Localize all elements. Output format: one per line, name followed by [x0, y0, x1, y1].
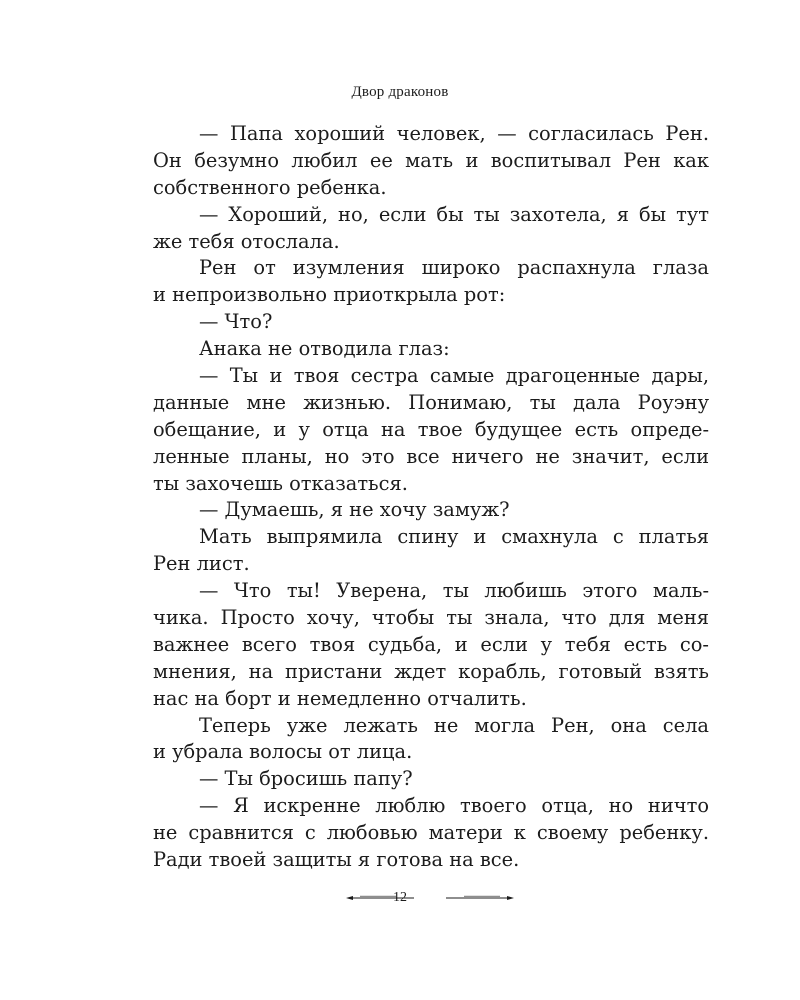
text-line: данные мне жизнью. Понимаю, ты дала Роуэну [153, 390, 709, 414]
text-line: Рен лист. [153, 552, 250, 576]
text-line: не сравнится с любовью матери к своему ребенку. [153, 821, 709, 845]
page-footer [0, 888, 800, 908]
text-line: — Папа хороший человек, — согласилась Рен. [199, 122, 709, 145]
text-line: — Ты и твоя сестра самые драгоценные дары, [199, 364, 709, 388]
text-line: ты захочешь отказаться. [153, 471, 408, 495]
right-ornament-icon [444, 888, 514, 908]
text-line: Мать выпрямила спину и смахнула с платья [199, 525, 709, 549]
text-line: важнее всего твоя судьба, и если у тебя есть со- [153, 632, 709, 656]
text-line: Ради твоей защиты я готова на все. [153, 848, 520, 872]
text-line: — Я искренне люблю твоего отца, но ничто [199, 794, 709, 818]
running-head: Двор драконов [351, 84, 449, 100]
text-line: — Хороший, но, если бы ты захотела, я бы тут [199, 202, 709, 226]
text-line: собственного ребенка. [153, 175, 387, 199]
text-line: и непроизвольно приоткрыла рот: [153, 283, 506, 307]
text-line: Анака не отводила глаз: [199, 337, 450, 361]
text-line: Теперь уже лежать не могла Рен, она села [199, 713, 709, 737]
body-text [153, 121, 709, 874]
text-line: и убрала волосы от лица. [153, 740, 413, 764]
text-line: Рен от изумления широко распахнула глаза [199, 256, 709, 280]
text-line: ленные планы, но это все ничего не значит, если [153, 444, 709, 468]
text-line: Он безумно любил ее мать и воспитывал Рен как [153, 148, 709, 172]
text-line: чика. Просто хочу, чтобы ты знала, что для меня [153, 606, 709, 630]
text-line: мнения, на пристани ждет корабль, готовый взять [153, 659, 709, 683]
text-line: — Что? [199, 310, 273, 334]
text-line: — Ты бросишь папу? [199, 767, 413, 791]
text-line: же тебя отослала. [153, 229, 340, 253]
text-line: обещание, и у отца на твое будущее есть опреде- [153, 417, 709, 441]
text-line: — Думаешь, я не хочу замуж? [199, 498, 510, 522]
text-line: нас на борт и немедленно отчалить. [153, 686, 527, 710]
page-number: 12 [393, 890, 407, 905]
text-line: — Что ты! Уверена, ты любишь этого маль- [199, 579, 709, 603]
